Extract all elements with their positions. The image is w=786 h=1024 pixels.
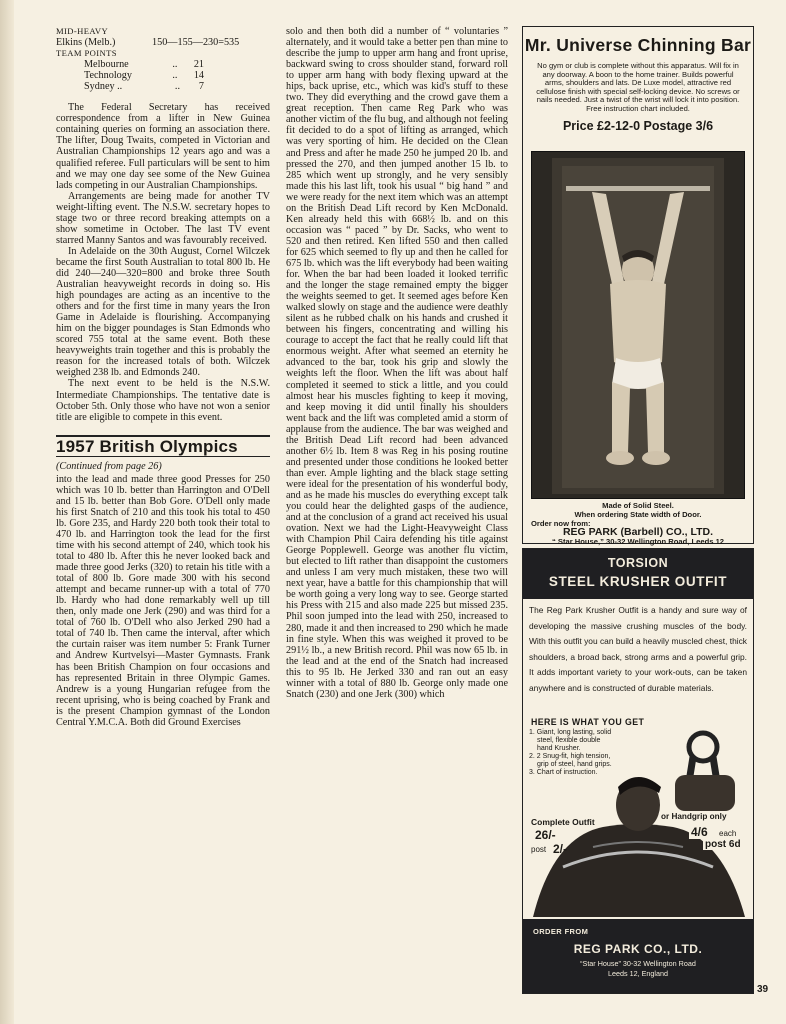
results-category: MID-HEAVY [56, 26, 109, 36]
ad-chinning-address: “ Star House,” 30-32 Wellington Road, Leeds 12 [551, 537, 725, 546]
ad-chinning-state-width: When ordering State width of Door. [574, 510, 702, 519]
ad-chinning-footer [523, 501, 753, 546]
team-points: 21 [193, 59, 204, 71]
ad-krusher-item: 3. Chart of instruction. [529, 769, 598, 776]
team-points: 14 [193, 70, 204, 82]
ad-krusher-address2: Leeds 12, England [608, 969, 668, 978]
section-title: 1957 British Olympics [56, 436, 238, 456]
ad-krusher-footer [523, 919, 753, 993]
results-lifter-row [56, 37, 270, 48]
handgrip-icon [675, 733, 735, 811]
team-dots: .. [172, 59, 178, 71]
ad-chinning-made-of: Made of Solid Steel. [602, 501, 674, 510]
team-name: Melbourne [84, 59, 129, 71]
ad-krusher-body: The Reg Park Krusher Outfit is a handy and sure way of developing the massive crushing muscles of the body. With this outfit you can build a heavily muscled chest, thick shoulders, a broad back, strong arms and a powerful grip. It adds important variety to your work-outs, can be taken anywhere and is constructed of durable materials. [529, 605, 747, 693]
ad-krusher-item: 2. 2 Snug-fit, high tension, grip of steel, hand grips. [529, 753, 612, 768]
ad-krusher-header [523, 549, 753, 599]
ad-krusher-order-from: ORDER FROM [533, 927, 589, 936]
results-lifter: Elkins (Melb.) [56, 37, 116, 49]
ad-krusher-head1: TORSION [607, 556, 669, 570]
complete-outfit-price: 26/- [535, 828, 556, 842]
team-points: 7 [198, 81, 204, 93]
ad-krusher-outfit [522, 548, 754, 994]
team-name: Sydney .. [84, 81, 123, 93]
team-points-row [84, 81, 204, 92]
ad-chinning-bar [522, 26, 754, 544]
team-dots: .. [172, 70, 178, 82]
paragraph-adelaide: In Adelaide on the 30th August, Cornel Wilczek became the first South Australian to total 800 lb. He did 240—240—320=800 and broke three South Australian heavyweight records in doing so. His high poundages are acting as an incentive to the others and for the first time in many years the Iron Game in Adelaide is flourishing. Accompanying him on the bigger poundages is Stan Edmonds who scored 755 total at the same event. Both these heavyweights train together and this is probably the reason for the increased totals of both. Wilczek weighed 238 lb. and Edmonds 240. [56, 245, 270, 379]
team-points-label: TEAM POINTS [56, 48, 117, 59]
paragraph-new-guinea: The Federal Secretary has received correspondence from a lifter in New Guinea containing queries on forming an association there. The lifter, Doug Twaits, competed in Victorian and Australian Championships 12 years ago and was a qualified referee. Full particulars will be sent to him and we may one day see some of the New Guinea lads competing in our Australian Championships. [56, 102, 270, 191]
paragraph-tv-event: Arrangements are being made for another TV weight-lifting event. The N.S.W. secretary hopes to stage two or three record breaking attempts on a show sometime in October. The last TV event starred Manny Santos and was favourably received. [56, 190, 270, 246]
man-hanging-illustration [532, 152, 744, 498]
complete-outfit-label: Complete Outfit [531, 817, 595, 827]
ad-krusher-company: REG PARK CO., LTD. [573, 942, 703, 956]
results-block [56, 26, 270, 92]
paragraph-olympics-main: solo and then both did a number of “ voluntaries ” alternately, and it would take a better pen than mine to describe the jump to upper arm hang and front uprise, backward swing to cross shoulder stand, forward roll to upper arm hang with body flexing upward at the hips, back uprise, etc., which was kid's stuff to these two. They did everything and the crowd gave them a great reception. Then came Reg Park who was another victim of the flu bug, and although not feeling fit decided to do a spot of lifting as arranged, which was very sporting of him. He decided on the Clean and Press and after he made 250 he jumped 20 lb. and pressed the 270, and then jumped another 15 lb. to 285 which went up strongly, and he very sensibly made this his last lift, took his usual “ big hand ” and we were ready for the next item which was an attempt on the British Dead Lift record by Ken McDonald. Ken already held this with 668½ lb. and on this occasion was “ paced ” by Dr. Sacks, who went to 520 and then retired. Ken lifted 550 and then called for 625 which seemed to fly up and then he called for 675 lb. which was the lift everybody had been waiting for. When the bar had been loaded it looked terrific and the longer the stage remained empty the bigger the weights seemed to get. It seemed ages before Ken walked slowly on stage and the audience were deathly silent as he rubbed chalk on his hands and crushed it between his fingers, concentrating and willing his courage to accept the fact that he really could lift that enormous weight. After what seemed an eternity he advanced to the bar, took his grip and slowly the weights left the floor. When the lift was about half completed it seemed to stick a little, and you could almost hear his muscles fighting to keep it moving, and keep moving it did until finally his shoulders went back and the lift was completed amid a storm of applause from the audience. The bar was weighed and the British Dead Lift record had been advanced another 6½ lb. Item 8 was Reg in his posing routine and presented under those conditions he looked better than ever. Ample lighting and the black stage setting were ideal for the presentation of his wonderful body, and as he made his muscles do everything except talk you could hear the delighted gasps of the audience, and at the conclusion of a grand act received his usual ovation. Next we had the Light-Heavyweight Class with Champion Phil Caira defending his title against George Popplewell. George was another flu victim, but elected to lift rather than disappoint the customers and unless I am very much mistaken, these two will next year, have a battle for this championship that will be worth going a very long way to see. George started his Press with 215 and also made 225 but missed 235. Phil soon jumped into the lead with 250, increased to 280, made it and then increased to 290 which he made in fine style. When this was weighed it proved to be 291½ lb., a new British record. Phil was now 65 lb. in the lead and at the end of the Snatch had increased this to 95 lb. He Jerked 330 and ran out an easy winner with a total of 880 lb. George only made one Snatch (230) and one Jerk (300) which [286, 26, 508, 700]
complete-post-price: 2/- [553, 842, 568, 856]
ad-chinning-title: Mr. Universe Chinning Bar [524, 35, 752, 55]
column-middle [286, 26, 508, 700]
results-lifts: 150—155—230=535 [152, 37, 240, 49]
continued-note: (Continued from page 26) [56, 460, 162, 472]
column-left [56, 26, 270, 728]
handgrip-only-label: or Handgrip only [661, 812, 727, 821]
section-divider-thin [56, 456, 270, 457]
handgrip-price: 4/6 [691, 825, 708, 839]
team-points-list [84, 59, 204, 92]
ad-krusher-address1: “Star House” 30-32 Wellington Road [580, 959, 696, 968]
team-name: Technology [84, 70, 132, 82]
handgrip-each: each [719, 829, 737, 838]
ad-chinning-body: No gym or club is complete without this apparatus. Will fix in any doorway. A boon to the home trainer. Builds powerful arms, shoulders and lats. De Luxe model, attractive red cellulose finish with special self-locking device. No screws or nails needed. Just a twist of the wrist will lock it into position. Free instruction chart included. [536, 61, 740, 113]
ad-krusher-item: 1. Giant, long lasting, solid steel, flexible double hand Krusher. [529, 729, 612, 752]
paragraph-olympics-continued: into the lead and made three good Presses for 250 which was 10 lb. better than Harrington and O'Dell and 15 lb. better than Bob Gore. O'Dell only made his first Snatch of 210 and this took his total to 450 lb. Gore 235, and Hardy 220 both took their total to 470 lb. and Harrington took the lead for the first time with his second attempt of 240, which took his total to 480 lb. After this he never looked back and made three good Jerks (320) to retain his title with a total of 800 lb. Gore made 300 with his second attempt and became runner-up with a total of 770 lb. Hardy who had done remarkably well up till then, only made one Jerk (290) and was third for a total of 760 lb. O'Dell who also Jerked 290 had a total of 740 lb. Then came the interval, after which the curtain raiser was item number 5: Frank Turner and Andrew Kurtvelsyi—Master Gymnasts. Frank has been British Champion on four occasions and has represented Britain in three Olympic Games. Andrew is a young Hungarian refugee from the recent uprising, who is being coached by Frank and is the present Champion gymnast of the London Central Y.M.C.A. Both did Ground Exercises [56, 473, 270, 728]
ad-krusher-head2: STEEL KRUSHER OUTFIT [548, 574, 728, 589]
paragraph-next-event: The next event to be held is the N.S.W. Intermediate Championships. The tentative date is October 5th. Only those who have not won a senior title are eligible to compete in this event. [56, 378, 270, 423]
ad-chinning-company: REG PARK (Barbell) CO., LTD. [562, 526, 714, 538]
team-points-row [84, 70, 204, 81]
handgrip-post: post 6d [705, 839, 741, 850]
chinning-bar-photo [531, 151, 745, 499]
page-number: 39 [757, 984, 769, 995]
team-dots: .. [174, 81, 180, 93]
page-spine-shadow [0, 0, 14, 1024]
ad-krusher-get-label: HERE IS WHAT YOU GET [531, 717, 645, 727]
complete-post-label: post [531, 845, 547, 854]
ad-chinning-price: Price £2-12-0 Postage 3/6 [562, 118, 714, 133]
team-points-row [84, 59, 204, 70]
ad-chinning-order-from: Order now from: [531, 519, 591, 528]
